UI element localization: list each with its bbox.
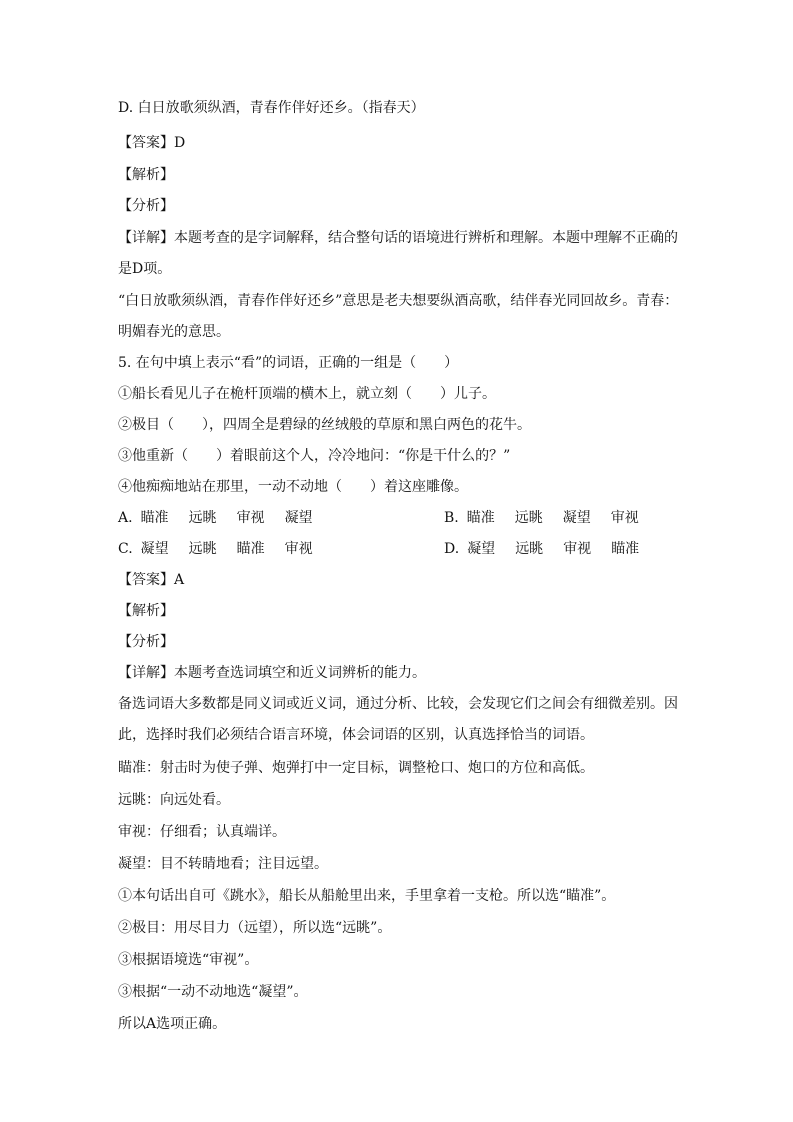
definition-aim: 瞄准：射击时为使子弹、炮弹打中一定目标，调整枪口、炮口的方位和高低。 xyxy=(118,760,594,776)
option-c-word: 凝望 xyxy=(140,541,169,557)
question5-sentence-2: ②极目（ ），四周全是碧绿的丝绒般的草原和黑白两色的花牛。 xyxy=(118,417,531,433)
option-d-word: 凝望 xyxy=(467,541,496,557)
prev-detail-line1: 【详解】本题考查的是字词解释，结合整句话的语境进行辨析和理解。本题中理解不正确的 xyxy=(118,230,678,246)
option-c xyxy=(118,539,333,559)
reason-2: ②极目：用尽目力（远望），所以选“远眺”。 xyxy=(118,920,392,936)
option-b-word: 审视 xyxy=(610,510,639,526)
prev-explain-line1: “白日放歌须纵酒，青春作伴好还乡”意思是老夫想要纵酒高歌，结伴春光同回故乡。青春： xyxy=(118,293,679,309)
option-a-word: 凝望 xyxy=(284,510,313,526)
option-d-word: 瞄准 xyxy=(611,541,640,557)
question5-answer: 【答案】A xyxy=(118,572,185,588)
prev-analysis-sub: 【分析】 xyxy=(118,198,174,214)
question5-para-line1: 备选词语大多数都是同义词或近义词，通过分析、比较，会发现它们之间会有细微差别。因 xyxy=(118,696,678,712)
option-c-letter: C. xyxy=(118,541,133,557)
option-b-word: 远眺 xyxy=(514,510,543,526)
option-a-word: 审视 xyxy=(236,510,265,526)
reason-1: ①本句话出自可《跳水》，船长从船舱里出来，手里拿着一支枪。所以选“瞄准”。 xyxy=(118,888,616,904)
question5-sentence-4: ④他痴痴地站在那里，一动不动地（ ）着这座雕像。 xyxy=(118,479,468,495)
question5-analysis-label: 【解析】 xyxy=(118,603,174,619)
prev-option-d: D. 白日放歌须纵酒，青春作伴好还乡。（指春天） xyxy=(118,100,425,116)
definition-stare: 凝望：目不转睛地看；注目远望。 xyxy=(118,856,328,872)
option-a-word: 瞄准 xyxy=(140,510,169,526)
option-b-letter: B. xyxy=(444,510,459,526)
question5-sentence-3: ③他重新（ ）着眼前这个人，冷冷地问：“你是干什么的？” xyxy=(118,448,511,464)
option-a xyxy=(118,508,333,528)
option-b-word: 瞄准 xyxy=(466,510,495,526)
option-a-letter: A. xyxy=(118,510,133,526)
option-c-word: 瞄准 xyxy=(236,541,265,557)
option-d-letter: D. xyxy=(444,541,460,557)
reason-4: ③根据“一动不动地选“凝望”。 xyxy=(118,984,308,1000)
option-a-word: 远眺 xyxy=(188,510,217,526)
option-c-word: 远眺 xyxy=(188,541,217,557)
question5-analysis-sub: 【分析】 xyxy=(118,634,174,650)
option-d-word: 远眺 xyxy=(515,541,544,557)
option-d xyxy=(444,539,659,559)
definition-gaze-far: 远眺：向远处看。 xyxy=(118,792,230,808)
prev-detail-line2: 是D项。 xyxy=(118,261,172,277)
prev-explain-line2: 明媚春光的意思。 xyxy=(118,324,230,340)
option-c-word: 审视 xyxy=(284,541,313,557)
question5-stem: 5. 在句中填上表示“看”的词语，正确的一组是（ ） xyxy=(118,355,459,371)
reason-3: ③根据语境选“审视”。 xyxy=(118,952,259,968)
prev-answer: 【答案】D xyxy=(118,135,186,151)
question5-sentence-1: ①船长看见儿子在桅杆顶端的横木上，就立刻（ ）儿子。 xyxy=(118,386,496,402)
options-row-1 xyxy=(118,508,678,528)
option-b-word: 凝望 xyxy=(562,510,591,526)
question5-detail: 【详解】本题考查选词填空和近义词辨析的能力。 xyxy=(118,665,426,681)
prev-analysis-label: 【解析】 xyxy=(118,167,174,183)
option-d-word: 审视 xyxy=(563,541,592,557)
options-row-2 xyxy=(118,539,678,559)
option-b xyxy=(444,508,659,528)
question5-para-line2: 此，选择时我们必须结合语言环境，体会词语的区别，认真选择恰当的词语。 xyxy=(118,727,594,743)
question5-conclusion: 所以A选项正确。 xyxy=(118,1016,227,1032)
definition-scrutinize: 审视：仔细看；认真端详。 xyxy=(118,824,286,840)
